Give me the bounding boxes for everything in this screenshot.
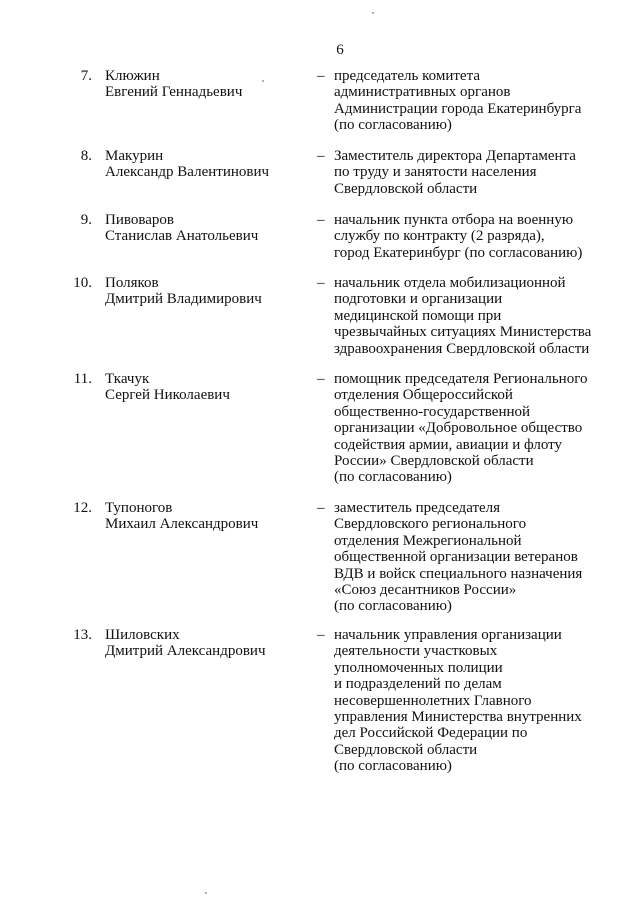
scan-speck [205, 892, 207, 894]
member-position [334, 500, 634, 615]
dash-separator: – [317, 371, 325, 387]
position-line: заместитель председателя [334, 500, 501, 516]
position-line: город Екатеринбург (по согласованию) [334, 244, 583, 261]
position-line: содействия армии, авиации и флоту [334, 436, 563, 453]
position-line: Свердловской области [334, 180, 478, 197]
given-names: Сергей Николаевич [105, 387, 230, 404]
position-line: и подразделений по делам [334, 676, 502, 693]
position-line: деятельности участковых [334, 643, 498, 660]
position-line: Свердловского регионального [334, 516, 527, 533]
surname: Клюжин [105, 68, 160, 84]
given-names: Станислав Анатольевич [105, 228, 259, 245]
surname: Шиловских [105, 627, 180, 643]
member-position [334, 371, 634, 486]
position-line: здравоохранения Свердловской области [334, 340, 590, 357]
position-line: председатель комитета [334, 68, 480, 84]
position-line: общественно-государственной [334, 403, 531, 420]
position-line: начальник отдела мобилизационной [334, 275, 566, 291]
surname: Макурин [105, 148, 164, 164]
position-line: России» Свердловской области [334, 453, 534, 470]
position-line: ВДВ и войск специального назначения [334, 565, 583, 582]
member-position [334, 212, 634, 261]
surname: Поляков [105, 275, 159, 291]
position-line: по труду и занятости населения [334, 164, 537, 181]
position-line: (по согласованию) [334, 117, 452, 134]
position-line: Заместитель директора Департамента [334, 148, 576, 164]
member-name [105, 500, 305, 533]
position-line: (по согласованию) [334, 469, 452, 486]
position-line: подготовки и организации [334, 291, 503, 308]
surname: Пивоваров [105, 212, 174, 228]
position-line: (по согласованию) [334, 758, 452, 775]
dash-separator: – [317, 275, 325, 291]
dash-separator: – [317, 212, 325, 228]
position-line: Свердловской области [334, 741, 478, 758]
entry-number: 10. [73, 275, 92, 291]
entry-number: 11. [73, 371, 92, 387]
position-line: Администрации города Екатеринбурга [334, 100, 582, 117]
position-line: медицинской помощи при [334, 307, 502, 324]
given-names: Дмитрий Владимирович [105, 291, 262, 308]
member-position [334, 627, 634, 775]
position-line: службу по контракту (2 разряда), [334, 228, 545, 245]
position-line: помощник председателя Регионального [334, 371, 588, 387]
member-name [105, 627, 305, 660]
dash-separator: – [317, 148, 325, 164]
position-line: начальник пункта отбора на военную [334, 212, 574, 228]
scan-speck [262, 80, 264, 82]
member-position [334, 68, 634, 134]
dash-separator: – [317, 627, 325, 643]
given-names: Александр Валентинович [105, 164, 270, 181]
entry-number: 8. [80, 148, 92, 164]
position-line: общественной организации ветеранов [334, 549, 578, 566]
given-names: Дмитрий Александрович [105, 643, 266, 660]
position-line: «Союз десантников России» [334, 582, 517, 599]
member-name [105, 212, 305, 245]
position-line: организации «Добровольное общество [334, 420, 583, 437]
member-position [334, 275, 634, 357]
dash-separator: – [317, 500, 325, 516]
position-line: управления Министерства внутренних [334, 709, 582, 726]
entry-number: 7. [80, 68, 92, 84]
entry-number: 9. [80, 212, 92, 228]
position-line: чрезвычайных ситуациях Министерства [334, 324, 592, 341]
given-names: Михаил Александрович [105, 516, 259, 533]
position-line: уполномоченных полиции [334, 659, 503, 676]
position-line: несовершеннолетних Главного [334, 692, 532, 709]
member-name [105, 371, 305, 404]
position-line: начальник управления организации [334, 627, 562, 643]
position-line: отделения Общероссийской [334, 387, 513, 404]
position-line: (по согласованию) [334, 598, 452, 615]
position-line: отделения Межрегиональной [334, 532, 522, 549]
member-name [105, 275, 305, 308]
given-names: Евгений Геннадьевич [105, 84, 243, 101]
member-name [105, 148, 305, 181]
dash-separator: – [317, 68, 325, 84]
member-name [105, 68, 305, 101]
position-line: административных органов [334, 84, 511, 101]
surname: Тупоногов [105, 500, 173, 516]
page-number: 6 [336, 42, 344, 58]
surname: Ткачук [105, 371, 150, 387]
entry-number: 12. [73, 500, 92, 516]
member-position [334, 148, 634, 197]
scan-speck [372, 12, 374, 14]
position-line: дел Российской Федерации по [334, 725, 528, 742]
entry-number: 13. [73, 627, 92, 643]
